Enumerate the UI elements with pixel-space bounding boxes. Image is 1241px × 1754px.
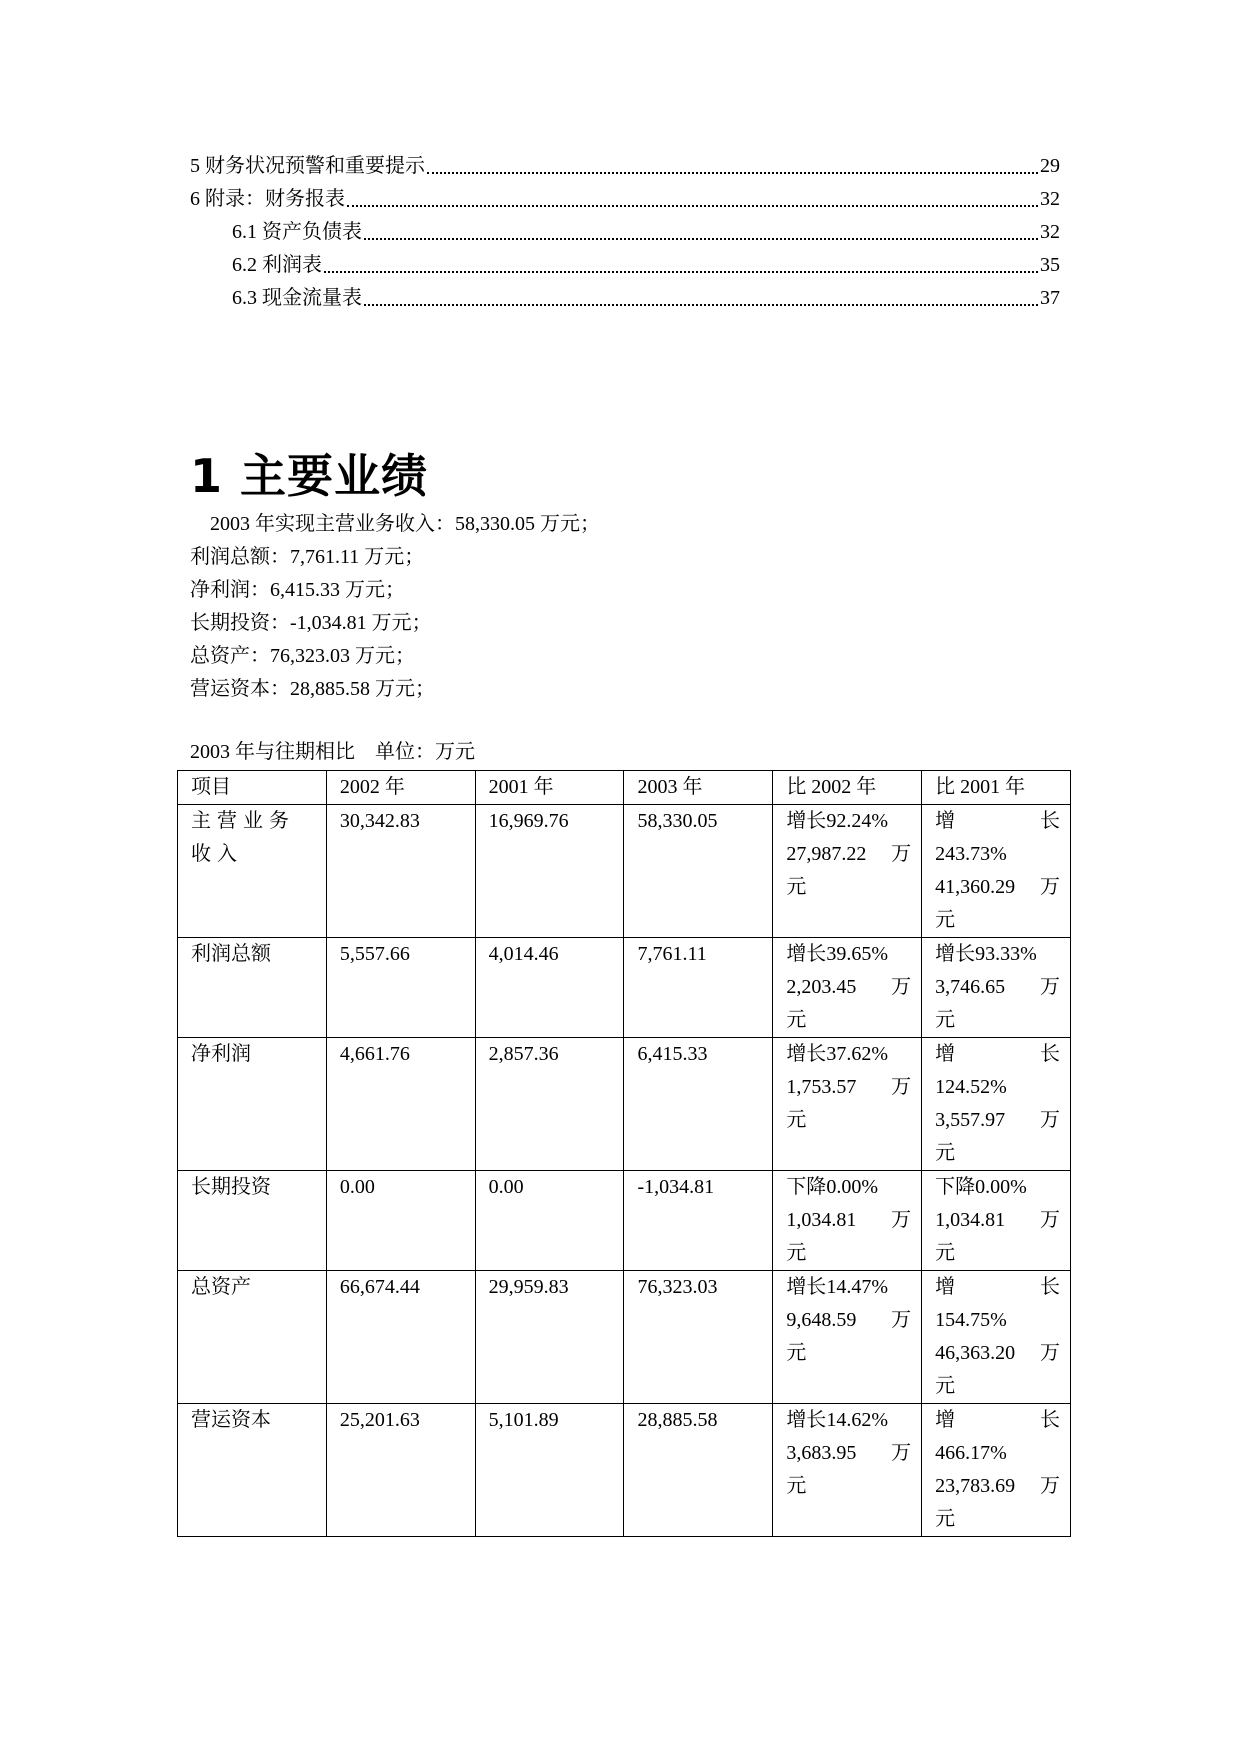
comparison-direction-line xyxy=(786,805,911,838)
comparison-amount-line xyxy=(786,1204,911,1237)
comparison-unit: 万 xyxy=(891,1209,912,1231)
comparison-unit: 元 xyxy=(935,1375,956,1397)
value-2002-cell: 25,201.63 xyxy=(326,1404,475,1537)
value-2003-cell: 76,323.03 xyxy=(624,1271,773,1404)
toc-entry-page: 35 xyxy=(1040,254,1060,276)
comparison-amount-line xyxy=(935,1337,1060,1370)
comparison-unit: 元 xyxy=(935,1009,956,1031)
table-row xyxy=(178,1171,1071,1271)
toc-entry-page: 29 xyxy=(1040,155,1060,177)
comparison-amount-line xyxy=(935,1104,1060,1137)
comparison-amount: 9,648.59 xyxy=(786,1309,857,1331)
toc-entry[interactable] xyxy=(190,282,1060,315)
value-2002-cell: 66,674.44 xyxy=(326,1271,475,1404)
table-body xyxy=(178,805,1071,1537)
comparison-percent: 92.24% xyxy=(826,810,888,832)
table-row xyxy=(178,1271,1071,1404)
table-row xyxy=(178,1404,1071,1537)
comparison-unit: 万 xyxy=(1040,976,1060,998)
comparison-amount-line xyxy=(786,1304,911,1337)
comparison-unit: 万 xyxy=(891,1442,912,1464)
table-header-row xyxy=(178,771,1071,805)
comparison-unit-line xyxy=(935,1503,1060,1536)
comparison-percent: 0.00% xyxy=(826,1176,878,1198)
comparison-unit: 万 xyxy=(891,1076,912,1098)
comparison-percent: 39.65% xyxy=(826,943,888,965)
column-header: 比 2001 年 xyxy=(922,771,1071,805)
comparison-unit: 元 xyxy=(935,909,956,931)
toc-entry-page: 37 xyxy=(1040,287,1060,309)
comparison-unit: 元 xyxy=(935,1508,956,1530)
comparison-amount: 3,746.65 xyxy=(935,976,1006,998)
toc-dot-leader xyxy=(427,172,1038,174)
comparison-unit: 万 xyxy=(891,843,912,865)
comparison-percent: 93.33% xyxy=(975,943,1037,965)
comparison-unit: 万 xyxy=(891,1309,912,1331)
comparison-table xyxy=(177,770,1071,1537)
value-2003-cell: 28,885.58 xyxy=(624,1404,773,1537)
comparison-unit-line xyxy=(935,1137,1060,1170)
row-item-cell: 净利润 xyxy=(178,1038,327,1171)
comparison-direction: 增长 xyxy=(786,1409,827,1431)
comparison-direction: 增长 xyxy=(786,1276,827,1298)
column-header: 2001 年 xyxy=(475,771,624,805)
comparison-direction-line xyxy=(786,938,911,971)
comparison-unit-line xyxy=(935,1004,1060,1037)
summary-line: 总资产：76,323.03 万元； xyxy=(190,645,415,667)
summary-line: 长期投资：-1,034.81 万元； xyxy=(190,612,432,634)
comparison-direction: 增长 xyxy=(786,1043,827,1065)
value-2003-cell: 58,330.05 xyxy=(624,805,773,938)
row-item-cell: 长期投资 xyxy=(178,1171,327,1271)
column-header: 项目 xyxy=(178,771,327,805)
comparison-direction: 增长 xyxy=(786,943,827,965)
comparison-percent: 466.17% xyxy=(935,1442,1007,1464)
comparison-cell xyxy=(922,1038,1071,1171)
comparison-amount: 1,034.81 xyxy=(935,1209,1006,1231)
summary-line: 营运资本：28,885.58 万元； xyxy=(190,678,435,700)
toc-dot-leader xyxy=(324,271,1038,273)
value-2001-cell: 16,969.76 xyxy=(475,805,624,938)
comparison-unit-line xyxy=(935,1370,1060,1403)
row-item-cell: 总资产 xyxy=(178,1271,327,1404)
comparison-cell xyxy=(773,805,922,938)
summary-line: 利润总额：7,761.11 万元； xyxy=(190,546,425,568)
value-2001-cell: 4,014.46 xyxy=(475,938,624,1038)
value-2002-cell: 0.00 xyxy=(326,1171,475,1271)
value-2002-cell: 30,342.83 xyxy=(326,805,475,938)
toc-entry[interactable] xyxy=(190,216,1060,249)
comparison-direction-line xyxy=(935,938,1060,971)
comparison-cell xyxy=(773,1171,922,1271)
comparison-amount: 1,034.81 xyxy=(786,1209,857,1231)
comparison-amount-line xyxy=(935,971,1060,1004)
column-header: 2003 年 xyxy=(624,771,773,805)
table-row xyxy=(178,938,1071,1038)
row-item-cell: 主营业务收入 xyxy=(178,805,327,938)
toc-entry-label: 6.1 资产负债表 xyxy=(232,221,362,243)
comparison-cell xyxy=(773,938,922,1038)
comparison-percent-line xyxy=(935,1071,1060,1104)
column-header: 比 2002 年 xyxy=(773,771,922,805)
comparison-amount-line xyxy=(786,1071,911,1104)
comparison-unit: 万 xyxy=(891,976,912,998)
comparison-unit: 元 xyxy=(786,1242,807,1264)
comparison-amount-line xyxy=(786,1437,911,1470)
value-2003-cell: -1,034.81 xyxy=(624,1171,773,1271)
value-2001-cell: 2,857.36 xyxy=(475,1038,624,1171)
value-2001-cell: 0.00 xyxy=(475,1171,624,1271)
comparison-amount-line xyxy=(935,871,1060,904)
comparison-percent: 243.73% xyxy=(935,843,1007,865)
comparison-amount: 2,203.45 xyxy=(786,976,857,998)
comparison-unit-line xyxy=(786,1337,911,1370)
comparison-direction-line xyxy=(786,1404,911,1437)
comparison-unit: 元 xyxy=(786,1475,807,1497)
comparison-direction-line xyxy=(786,1271,911,1304)
value-2001-cell: 5,101.89 xyxy=(475,1404,624,1537)
comparison-percent: 14.62% xyxy=(826,1409,888,1431)
comparison-direction-line xyxy=(786,1038,911,1071)
comparison-amount-line xyxy=(786,971,911,1004)
comparison-amount: 3,557.97 xyxy=(935,1109,1006,1131)
section-heading: 1 主要业绩 xyxy=(190,449,429,503)
comparison-amount: 27,987.22 xyxy=(786,843,867,865)
table-of-contents xyxy=(190,150,1060,315)
comparison-cell xyxy=(922,1171,1071,1271)
comparison-percent: 0.00% xyxy=(975,1176,1027,1198)
comparison-unit: 元 xyxy=(786,876,807,898)
comparison-percent: 37.62% xyxy=(826,1043,888,1065)
table-row xyxy=(178,1038,1071,1171)
comparison-direction-line xyxy=(935,1404,1060,1437)
comparison-direction: 增 长 xyxy=(935,1276,1060,1298)
comparison-direction: 下降 xyxy=(935,1176,976,1198)
value-2002-cell: 4,661.76 xyxy=(326,1038,475,1171)
comparison-percent: 14.47% xyxy=(826,1276,888,1298)
comparison-cell xyxy=(922,1404,1071,1537)
toc-dot-leader xyxy=(347,205,1038,207)
comparison-unit-line xyxy=(786,1104,911,1137)
row-item-cell: 利润总额 xyxy=(178,938,327,1038)
comparison-cell xyxy=(922,1271,1071,1404)
comparison-unit-line xyxy=(935,904,1060,937)
table-caption: 2003 年与往期相比 单位：万元 xyxy=(190,741,475,763)
comparison-unit-line xyxy=(786,1004,911,1037)
value-2003-cell: 7,761.11 xyxy=(624,938,773,1038)
comparison-direction-line xyxy=(935,1038,1060,1071)
comparison-amount: 41,360.29 xyxy=(935,876,1016,898)
comparison-direction: 增长 xyxy=(935,943,976,965)
summary-line: 净利润：6,415.33 万元； xyxy=(190,579,405,601)
comparison-cell xyxy=(773,1038,922,1171)
comparison-unit-line xyxy=(935,1237,1060,1270)
comparison-unit: 万 xyxy=(1040,1475,1060,1497)
toc-entry-label: 6.3 现金流量表 xyxy=(232,287,362,309)
comparison-unit-line xyxy=(786,871,911,904)
comparison-percent-line xyxy=(935,1437,1060,1470)
comparison-direction: 下降 xyxy=(786,1176,827,1198)
comparison-unit: 万 xyxy=(1040,1342,1060,1364)
comparison-direction-line xyxy=(935,1171,1060,1204)
comparison-direction: 增长 xyxy=(786,810,827,832)
toc-entry[interactable] xyxy=(190,249,1060,282)
comparison-unit-line xyxy=(786,1237,911,1270)
comparison-percent-line xyxy=(935,1304,1060,1337)
comparison-direction: 增 长 xyxy=(935,1043,1060,1065)
comparison-unit: 元 xyxy=(935,1142,956,1164)
comparison-amount-line xyxy=(786,838,911,871)
toc-entry-label: 5 财务状况预警和重要提示 xyxy=(190,155,425,177)
comparison-amount: 46,363.20 xyxy=(935,1342,1016,1364)
comparison-amount: 3,683.95 xyxy=(786,1442,857,1464)
comparison-direction: 增 长 xyxy=(935,1409,1060,1431)
toc-entry[interactable] xyxy=(190,150,1060,183)
comparison-amount: 23,783.69 xyxy=(935,1475,1016,1497)
comparison-cell xyxy=(773,1404,922,1537)
comparison-percent: 124.52% xyxy=(935,1076,1007,1098)
comparison-unit-line xyxy=(786,1470,911,1503)
comparison-unit: 元 xyxy=(935,1242,956,1264)
comparison-direction-line xyxy=(935,805,1060,838)
table-row xyxy=(178,805,1071,938)
comparison-unit: 元 xyxy=(786,1109,807,1131)
column-header: 2002 年 xyxy=(326,771,475,805)
comparison-unit: 万 xyxy=(1040,1109,1060,1131)
comparison-cell xyxy=(922,938,1071,1038)
performance-summary xyxy=(190,508,1060,706)
comparison-unit: 万 xyxy=(1040,1209,1060,1231)
comparison-percent: 154.75% xyxy=(935,1309,1007,1331)
comparison-cell xyxy=(922,805,1071,938)
toc-entry-label: 6 附录：财务报表 xyxy=(190,188,345,210)
value-2003-cell: 6,415.33 xyxy=(624,1038,773,1171)
comparison-amount: 1,753.57 xyxy=(786,1076,857,1098)
toc-entry[interactable] xyxy=(190,183,1060,216)
toc-dot-leader xyxy=(364,238,1038,240)
toc-entry-page: 32 xyxy=(1040,188,1060,210)
comparison-unit: 元 xyxy=(786,1009,807,1031)
comparison-amount-line xyxy=(935,1470,1060,1503)
summary-line: 2003 年实现主营业务收入：58,330.05 万元； xyxy=(210,513,600,535)
comparison-amount-line xyxy=(935,1204,1060,1237)
value-2002-cell: 5,557.66 xyxy=(326,938,475,1038)
value-2001-cell: 29,959.83 xyxy=(475,1271,624,1404)
comparison-direction: 增 长 xyxy=(935,810,1060,832)
row-item-cell: 营运资本 xyxy=(178,1404,327,1537)
toc-entry-label: 6.2 利润表 xyxy=(232,254,322,276)
toc-dot-leader xyxy=(364,304,1038,306)
comparison-unit: 万 xyxy=(1040,876,1060,898)
comparison-unit: 元 xyxy=(786,1342,807,1364)
comparison-direction-line xyxy=(935,1271,1060,1304)
toc-entry-page: 32 xyxy=(1040,221,1060,243)
comparison-percent-line xyxy=(935,838,1060,871)
comparison-direction-line xyxy=(786,1171,911,1204)
comparison-cell xyxy=(773,1271,922,1404)
